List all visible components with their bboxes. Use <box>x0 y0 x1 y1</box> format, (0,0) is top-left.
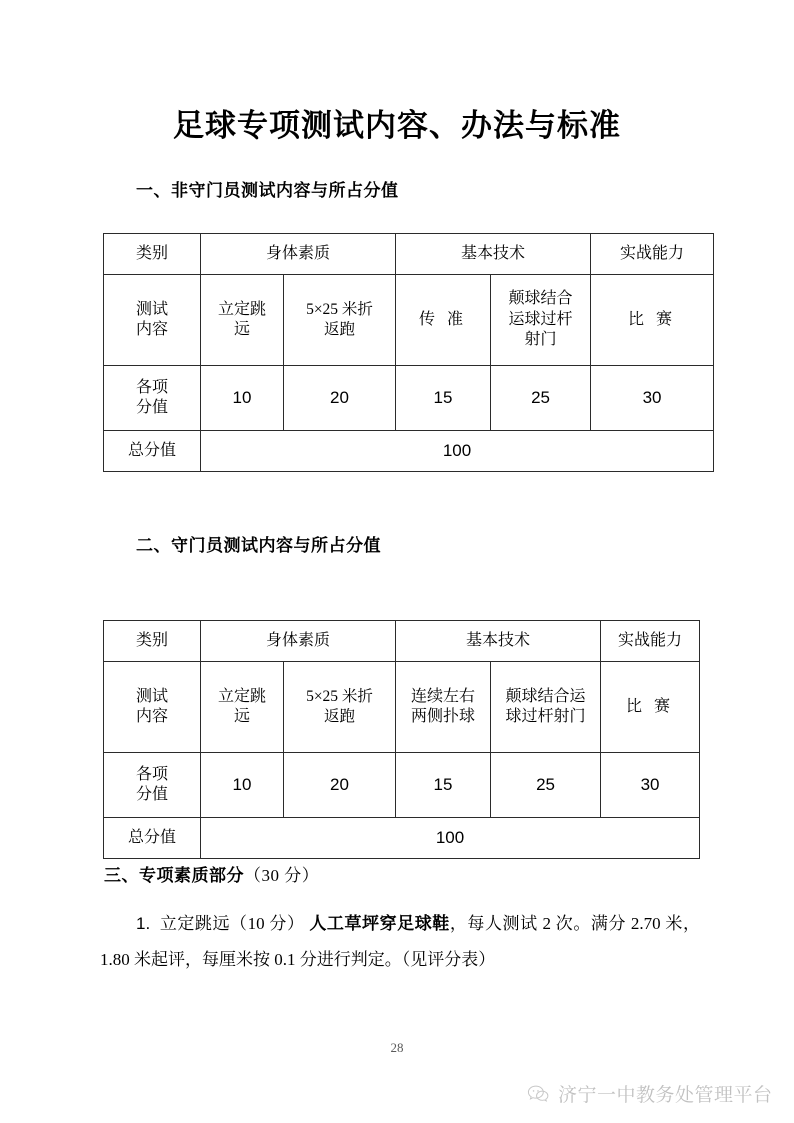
table-keeper-scores <box>103 620 700 859</box>
cell-standing-long-jump: 立定跳 远 <box>201 275 284 366</box>
row-label-points <box>104 366 201 431</box>
table-row <box>104 818 700 859</box>
row-label-total: 总分值 <box>104 818 201 859</box>
points-value: 30 <box>591 366 714 431</box>
table-row <box>104 234 714 275</box>
header-category: 类别 <box>104 234 201 275</box>
header-physical: 身体素质 <box>201 621 396 662</box>
wechat-chat-icon <box>527 1084 550 1103</box>
table-row <box>104 275 714 366</box>
header-technique: 基本技术 <box>396 234 591 275</box>
row-label-line1: 各项 <box>135 378 168 396</box>
item-title: 立定跳远（10 分） <box>159 914 305 933</box>
points-value: 20 <box>284 366 396 431</box>
watermark-text: 济宁一中教务处管理平台 <box>558 1085 773 1106</box>
section-heading-two: 二、守门员测试内容与所占分值 <box>136 536 381 555</box>
points-value: 20 <box>284 753 396 818</box>
row-label-line1: 测试 <box>135 687 168 705</box>
section-heading-three <box>104 861 319 886</box>
item-rest-text: ，每人测试 2 次。满分 2.70 米，1.80 米起评，每厘米按 0.1 分进行判定。（见评分表） <box>100 914 700 969</box>
table-row <box>104 753 700 818</box>
watermark <box>527 1080 773 1107</box>
row-label-line2: 内容 <box>135 708 168 725</box>
table-row <box>104 431 714 472</box>
total-value: 100 <box>201 818 700 859</box>
row-label-line1: 各项 <box>135 765 168 783</box>
points-value: 25 <box>491 366 591 431</box>
paragraph-standing-long-jump <box>100 906 700 978</box>
page-title: 足球专项测试内容、办法与标准 <box>173 108 621 143</box>
cell-match: 比 赛 <box>601 662 700 753</box>
cell-shuttle-run: 5×25 米折 返跑 <box>284 275 396 366</box>
cell-continuous-side-saves: 连续左右 两侧扑球 <box>396 662 491 753</box>
row-label-line2: 分值 <box>135 399 168 416</box>
row-label-points <box>104 753 201 818</box>
table-row <box>104 621 700 662</box>
cell-match: 比 赛 <box>591 275 714 366</box>
points-value: 15 <box>396 753 491 818</box>
item-bold-phrase: 人工草坪穿足球鞋 <box>309 914 450 933</box>
row-label-content <box>104 275 201 366</box>
row-label-content <box>104 662 201 753</box>
points-value: 30 <box>601 753 700 818</box>
row-label-line2: 分值 <box>135 786 168 803</box>
points-value: 25 <box>491 753 601 818</box>
header-category: 类别 <box>104 621 201 662</box>
points-value: 10 <box>201 366 284 431</box>
row-label-line1: 测试 <box>135 300 168 318</box>
points-value: 15 <box>396 366 491 431</box>
header-physical: 身体素质 <box>201 234 396 275</box>
cell-juggling-dribble-shoot: 颠球结合运 球过杆射门 <box>491 662 601 753</box>
header-technique: 基本技术 <box>396 621 601 662</box>
table-nonkeeper-scores <box>103 233 714 472</box>
cell-juggling-dribble-shoot: 颠球结合 运球过杆 射门 <box>491 275 591 366</box>
item-number: 1. <box>136 914 151 933</box>
points-value: 10 <box>201 753 284 818</box>
header-match: 实战能力 <box>601 621 700 662</box>
row-label-line2: 内容 <box>135 321 168 338</box>
header-match: 实战能力 <box>591 234 714 275</box>
cell-passing-accuracy: 传 准 <box>396 275 491 366</box>
table-row <box>104 662 700 753</box>
page-number: 28 <box>390 1040 404 1055</box>
section-heading-three-bold: 三、专项素质部分 <box>104 866 244 885</box>
cell-shuttle-run: 5×25 米折 返跑 <box>284 662 396 753</box>
table-row <box>104 366 714 431</box>
row-label-total: 总分值 <box>104 431 201 472</box>
cell-standing-long-jump: 立定跳 远 <box>201 662 284 753</box>
section-heading-one: 一、非守门员测试内容与所占分值 <box>136 181 399 200</box>
total-value: 100 <box>201 431 714 472</box>
section-heading-three-points: （30 分） <box>244 866 320 885</box>
